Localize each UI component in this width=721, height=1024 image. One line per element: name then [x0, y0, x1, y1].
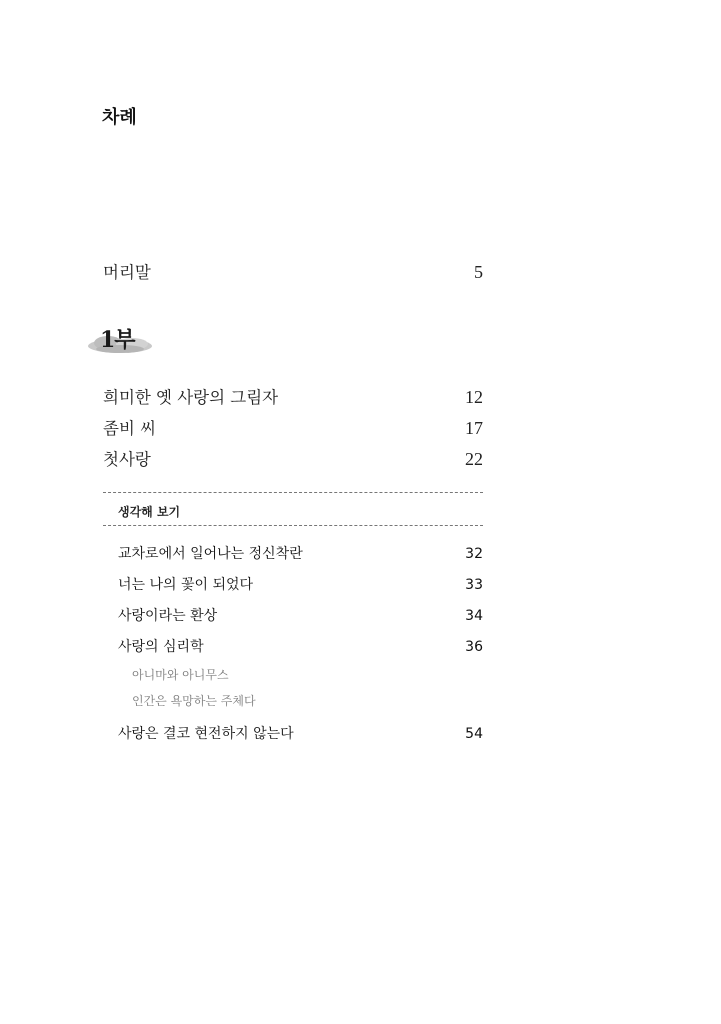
toc-entry-title: 희미한 옛 사랑의 그림자: [103, 388, 279, 407]
toc-entry[interactable]: [118, 605, 483, 625]
toc-entry-title: 첫사랑: [103, 450, 151, 469]
toc-entry-title: 사랑은 결코 현전하지 않는다: [118, 726, 294, 742]
toc-entry-title: 사랑이라는 환상: [118, 608, 218, 624]
toc-entry[interactable]: [118, 574, 483, 594]
toc-entry[interactable]: [103, 446, 483, 470]
toc-entry-title: 교차로에서 일어나는 정신착란: [118, 546, 303, 562]
toc-entry[interactable]: [103, 384, 483, 408]
part-label: 1부: [100, 327, 135, 353]
toc-entry[interactable]: [118, 723, 483, 743]
toc-entry-title: 너는 나의 꽃이 되었다: [118, 577, 254, 593]
divider-top: [103, 492, 483, 493]
toc-entry-page: 17: [465, 418, 483, 438]
toc-entry-title: 머리말: [103, 263, 151, 282]
toc-entry[interactable]: [118, 543, 483, 563]
toc-entry-page: 36: [465, 639, 483, 655]
toc-entry-page: 12: [465, 387, 483, 407]
toc-entry[interactable]: [103, 415, 483, 439]
toc-subentry[interactable]: 아니마와 아니무스: [132, 668, 229, 682]
toc-entry-title: 좀비 씨: [103, 419, 157, 438]
section-heading-think: 생각해 보기: [118, 505, 181, 519]
part-heading: [86, 323, 156, 359]
toc-entry-page: 22: [465, 449, 483, 469]
toc-entry[interactable]: [118, 636, 483, 656]
toc-entry-page: 32: [465, 546, 483, 562]
toc-entry-page: 33: [465, 577, 483, 593]
divider-bottom: [103, 525, 483, 526]
toc-entry-preface[interactable]: [103, 259, 483, 283]
toc-entry-page: 5: [474, 262, 483, 282]
toc-entry-page: 34: [465, 608, 483, 624]
page-title: 차례: [102, 107, 137, 128]
toc-subentry[interactable]: 인간은 욕망하는 주체다: [132, 694, 256, 708]
toc-entry-title: 사랑의 심리학: [118, 639, 204, 655]
toc-entry-page: 54: [465, 726, 483, 742]
